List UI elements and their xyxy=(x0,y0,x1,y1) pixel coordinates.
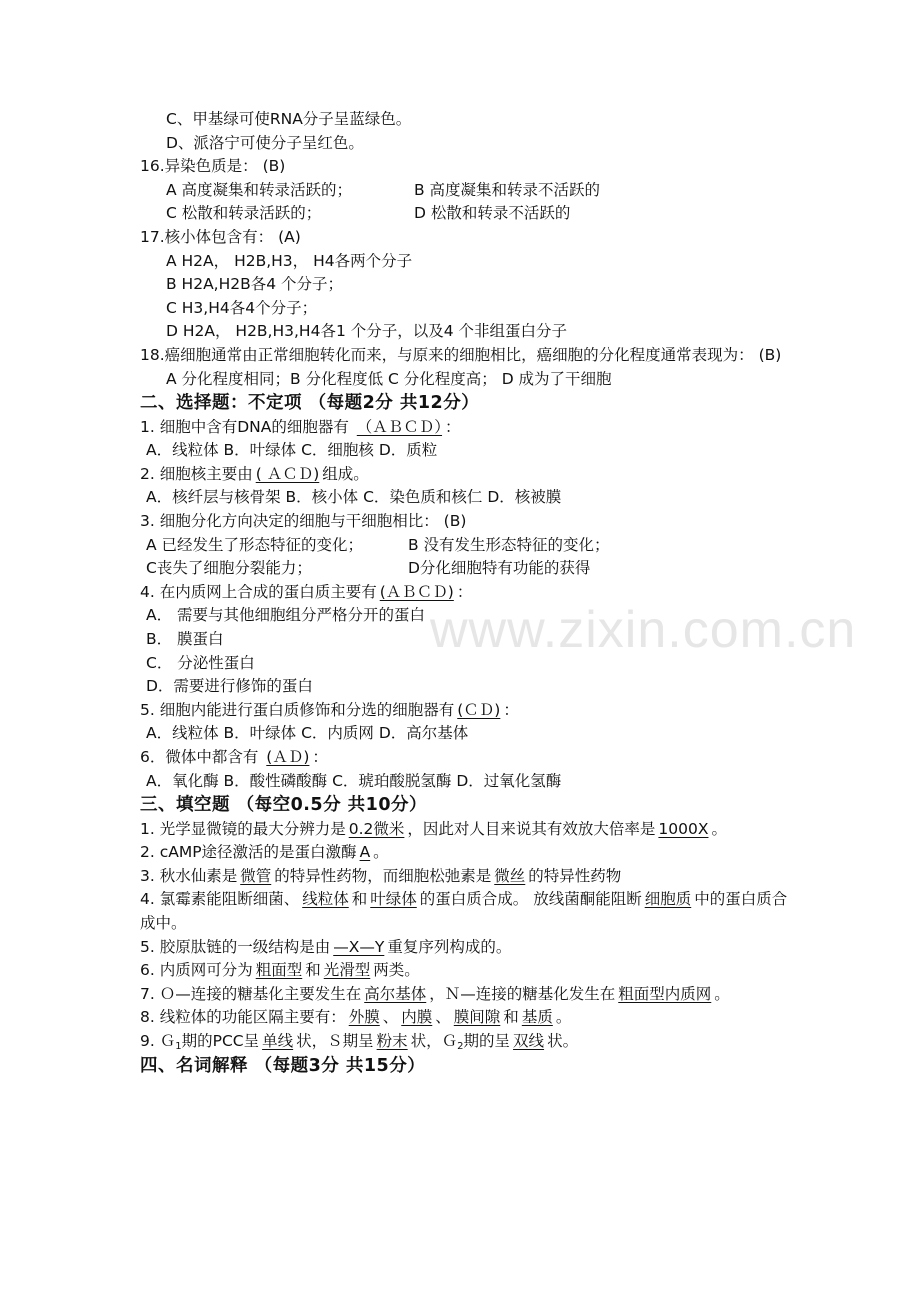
text-line: C、甲基绿可使RNA分子呈蓝绿色。 xyxy=(166,110,412,128)
answer: 基质 xyxy=(521,1008,553,1027)
fill-4: 4. 氯霉素能阻断细菌、 线粒体 和 叶绿体 的蛋白质合成。 放线菌酮能阻断 细胞质 中的蛋白质合成中。 xyxy=(140,890,788,932)
answer: 叶绿体 xyxy=(370,890,417,909)
q16-options-row1 xyxy=(140,179,800,203)
answer: A xyxy=(359,843,371,862)
fill-5: 5. 胶原肽链的一级结构是由 —X—Y 重复序列构成的。 xyxy=(140,937,512,956)
option: D 松散和转录不活跃的 xyxy=(414,204,571,223)
fill-2: 2. cAMP途径激活的是蛋白激酶 A 。 xyxy=(140,843,389,862)
mq-1-options: A．线粒体 B．叶绿体 C．细胞核 D．质粒 xyxy=(146,441,438,460)
answer: 细胞质 xyxy=(644,890,692,909)
answer: 线粒体 xyxy=(302,890,349,909)
option: A． 需要与其他细胞组分严格分开的蛋白 xyxy=(146,606,426,625)
answer: 膜间隙 xyxy=(453,1008,501,1027)
fill-6: 6. 内质网可分为 粗面型 和 光滑型 两类。 xyxy=(140,961,420,980)
mq-2-options: A．核纤层与核骨架 B．核小体 C．染色质和核仁 D．核被膜 xyxy=(146,488,562,507)
answer: 0.2微米 xyxy=(348,819,405,838)
answer: 内膜 xyxy=(401,1008,433,1027)
mq-5: 5. 细胞内能进行蛋白质修饰和分选的细胞器有 (ＣＤ) ： xyxy=(140,700,519,719)
question-16: 16.异染色质是： (B) xyxy=(140,157,286,176)
mq-3-options-row1: A 已经发生了形态特征的变化； B 没有发生形态特征的变化； xyxy=(146,535,610,554)
document-page xyxy=(140,108,800,1078)
q16-options-row2 xyxy=(140,202,800,226)
mq-3: 3. 细胞分化方向决定的细胞与干细胞相比： (B) xyxy=(140,512,467,530)
mq-3-options-row2: C丧失了细胞分裂能力； D分化细胞特有功能的获得 xyxy=(146,559,591,578)
option: D．需要进行修饰的蛋白 xyxy=(146,677,313,696)
option: C． 分泌性蛋白 xyxy=(146,653,255,672)
question-18: 18.癌细胞通常由正常细胞转化而来，与原来的细胞相比，癌细胞的分化程度通常表现为： (B) xyxy=(140,345,782,364)
answer: 双线 xyxy=(513,1031,545,1050)
option: C H3,H4各4个分子； xyxy=(166,298,318,317)
answer: 外膜 xyxy=(348,1008,380,1027)
answer: 粗面型 xyxy=(255,961,303,980)
section-2-title: 二、选择题：不定项 （每题2分 共12分） xyxy=(140,393,480,414)
mq-5-options: A．线粒体 B．叶绿体 C．内质网 D．高尔基体 xyxy=(146,724,469,743)
answer: —X—Y xyxy=(333,937,385,956)
mq-4: 4. 在内质网上合成的蛋白质主要有 (ＡＢＣＤ) ： xyxy=(140,582,473,601)
section-3-title: 三、填空题 （每空0.5分 共10分） xyxy=(140,795,428,816)
q18-options: A 分化程度相同；B 分化程度低 C 分化程度高； D 成为了干细胞 xyxy=(166,369,612,388)
option: A 高度凝集和转录活跃的； xyxy=(166,180,353,199)
mq-2: 2. 细胞核主要由 ( ＡＣＤ) 组成。 xyxy=(140,464,369,483)
fill-1: 1. 光学显微镜的最大分辨力是 0.2微米 ，因此对人目来说其有效放大倍率是 1000X 。 xyxy=(140,819,727,838)
option: D H2A， H2B,H3,H4各1 个分子，以及4 个非组蛋白分子 xyxy=(166,322,568,341)
option: A H2A， H2B,H3， H4各两个分子 xyxy=(166,251,413,270)
answer: 微管 xyxy=(240,866,272,885)
answer: 光滑型 xyxy=(323,961,371,980)
answer: ( ＡＣＤ) xyxy=(255,464,320,483)
answer: 粗面型内质网 xyxy=(618,984,712,1003)
fill-3: 3. 秋水仙素是 微管 的特异性药物，而细胞松弛素是 微丝 的特异性药物 xyxy=(140,866,622,885)
answer: 粉末 xyxy=(376,1031,408,1050)
answer: 高尔基体 xyxy=(364,984,427,1003)
option: B． 膜蛋白 xyxy=(146,629,224,648)
answer: (ＣＤ) xyxy=(457,700,501,719)
text-line: D、派洛宁可使分子呈红色。 xyxy=(166,133,364,152)
answer: (ＡＢＣＤ) xyxy=(379,582,454,601)
section-4-title: 四、名词解释 （每题3分 共15分） xyxy=(140,1055,426,1076)
option: C 松散和转录活跃的； xyxy=(166,204,322,223)
mq-6-options: A．氧化酶 B．酸性磷酸酶 C．琥珀酸脱氢酶 D．过氧化氢酶 xyxy=(146,771,562,790)
question-17: 17.核小体包含有： (A) xyxy=(140,227,301,246)
option: B 高度凝集和转录不活跃的 xyxy=(414,180,601,199)
answer: 单线 xyxy=(262,1031,294,1050)
mq-1: 1. 细胞中含有DNA的细胞器有 （ＡＢＣＤ） ： xyxy=(140,417,461,436)
answer: 微丝 xyxy=(494,866,526,885)
fill-7: 7. Ｏ—连接的糖基化主要发生在 高尔基体 ，Ｎ—连接的糖基化发生在 粗面型内质网 。 xyxy=(140,984,730,1003)
answer: (ＡＤ) xyxy=(266,747,310,766)
fill-8: 8. 线粒体的功能区隔主要有： 外膜 、 内膜 、 膜间隙 和 基质 。 xyxy=(140,1008,572,1027)
mq-6: 6．微体中都含有 (ＡＤ) ： xyxy=(140,747,328,766)
answer: 1000X xyxy=(658,819,709,838)
answer: （ＡＢＣＤ） xyxy=(356,417,443,436)
option: B H2A,H2B各4 个分子； xyxy=(166,275,344,294)
watermark: www.zixin.com.cn xyxy=(430,601,857,659)
fill-9: 9. Ｇ$_1$期的PCC呈 单线 状，Ｓ期呈 粉末 状，Ｇ$_2$期的呈 双线 状。 xyxy=(140,1031,579,1052)
